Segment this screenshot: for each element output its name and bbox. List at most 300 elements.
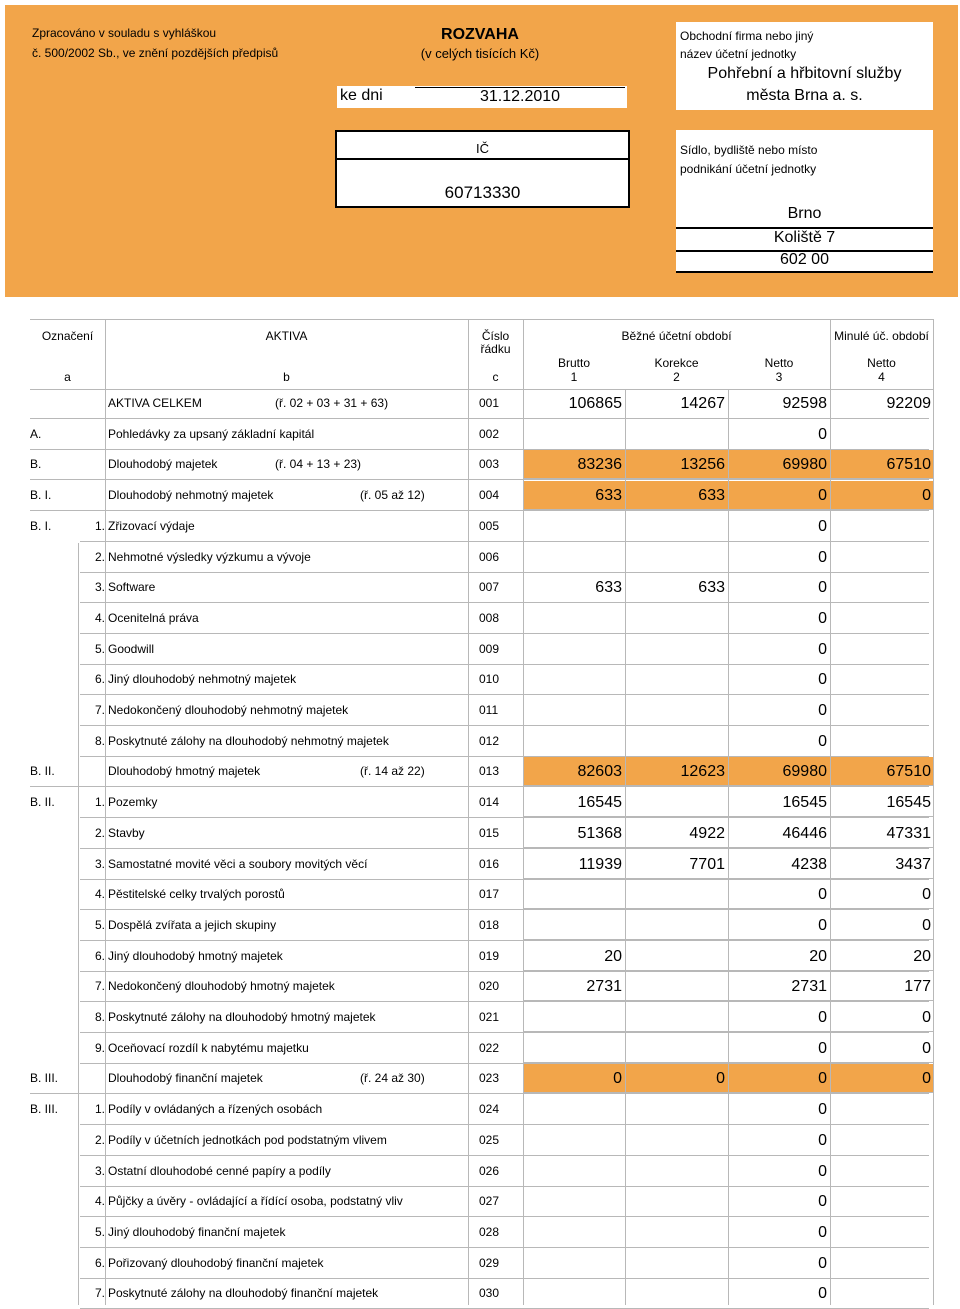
row-subnumber: 8. [94, 1010, 105, 1024]
row-subnumber [80, 389, 105, 418]
column-separator [625, 389, 626, 1305]
legal-note-line1: Zpracováno v souladu s vyhláškou [32, 26, 217, 40]
row-label: Pohledávky za upsaný základní kapitál [108, 426, 315, 441]
row-code: 021 [479, 1003, 524, 1033]
table-row [30, 850, 934, 880]
row-code: 015 [479, 819, 524, 849]
row-label: Poskytnuté zálohy na dlouhodobý finanční majetek [108, 1279, 348, 1309]
row-netto: 0 [728, 1003, 830, 1032]
row-korekce [625, 1279, 728, 1308]
row-brutto [523, 1279, 625, 1308]
row-brutto: 633 [523, 481, 625, 510]
table-row [30, 819, 934, 849]
row-prev-netto: 0 [830, 911, 934, 940]
row-mark [30, 972, 78, 1001]
row-label: Oceňovací rozdíl k nabytému majetku [108, 1034, 348, 1064]
row-korekce: 7701 [625, 850, 728, 879]
row-code: 028 [479, 1218, 524, 1248]
row-netto: 69980 [728, 450, 830, 479]
row-formula: (ř. 05 až 12) [360, 488, 425, 503]
row-label: Poskytnuté zálohy na dlouhodobý hmotný majetek [108, 1003, 348, 1033]
row-label: Nedokončený dlouhodobý nehmotný majetek [108, 696, 348, 726]
table-row [30, 1157, 934, 1187]
th-bezne-obdobi: Běžné účetní období [621, 329, 732, 343]
row-netto: 20 [728, 942, 830, 971]
th-cislo-line2: řádku [480, 342, 511, 356]
row-subnumber [80, 757, 105, 786]
row-label: Pozemky [108, 788, 348, 818]
row-label: Jiný dlouhodobý nehmotný majetek [108, 665, 348, 695]
row-subnumber [80, 1064, 105, 1093]
row-code: 005 [479, 512, 524, 542]
row-korekce [625, 911, 728, 940]
row-code: 023 [479, 1064, 524, 1094]
row-formula: (ř. 02 + 03 + 31 + 63) [275, 396, 389, 410]
row-code: 029 [479, 1249, 524, 1279]
row-netto: 0 [818, 1162, 827, 1180]
row-mark [30, 543, 78, 572]
seat-city: Brno [676, 205, 933, 229]
th-col-b: b [283, 370, 290, 384]
row-brutto: 633 [595, 579, 622, 597]
table-row [30, 1218, 934, 1248]
row-korekce [625, 543, 728, 572]
row-label: Dlouhodobý hmotný majetek [108, 764, 261, 779]
row-subnumber: 7. [94, 703, 105, 717]
row-brutto: 106865 [568, 395, 622, 412]
row-brutto [523, 512, 625, 541]
row-code: 030 [479, 1279, 524, 1309]
row-mark [30, 880, 78, 909]
row-netto: 0 [818, 1254, 827, 1272]
row-code: 011 [479, 696, 524, 726]
row-netto: 4238 [728, 850, 830, 879]
table-row [30, 512, 934, 542]
firm-label-line1: Obchodní firma nebo jiný [680, 29, 814, 43]
row-korekce [625, 1034, 728, 1063]
row-mark [30, 389, 78, 418]
row-brutto [523, 1218, 625, 1247]
legal-note-line2: č. 500/2002 Sb., ve znění pozdějších předpisů [32, 46, 279, 60]
ic-divider [337, 158, 628, 160]
row-netto: 0 [818, 548, 827, 566]
row-label: Dlouhodobý majetek [108, 457, 218, 472]
table-row [30, 788, 934, 818]
th-col-c: c [492, 370, 499, 384]
row-code: 022 [479, 1034, 524, 1064]
row-netto: 0 [728, 880, 830, 909]
row-brutto: 83236 [523, 450, 625, 479]
row-label: Ostatní dlouhodobé cenné papíry a podíly [108, 1157, 348, 1187]
row-prev-netto: 0 [830, 1003, 934, 1032]
row-brutto [523, 635, 625, 664]
row-code: 008 [479, 604, 524, 634]
th-netto-prev: Netto [867, 356, 896, 370]
row-brutto: 16545 [523, 788, 625, 817]
th-netto: Netto [764, 356, 794, 370]
date-value: 31.12.2010 [415, 87, 625, 106]
th-col-4: 4 [878, 370, 885, 384]
date-label: ke dni [340, 87, 383, 104]
th-aktiva: AKTIVA [265, 329, 308, 343]
row-brutto [523, 604, 625, 633]
row-brutto [523, 1034, 625, 1063]
row-netto: 0 [818, 1131, 827, 1149]
row-subnumber: 3. [94, 856, 105, 871]
table-row [30, 450, 934, 480]
table-row [30, 1064, 934, 1094]
row-netto: 0 [818, 1101, 827, 1119]
row-brutto [523, 665, 625, 694]
row-brutto [523, 1249, 625, 1278]
row-code: 012 [479, 727, 524, 757]
row-brutto [523, 1095, 625, 1124]
row-mark [30, 1126, 78, 1155]
row-brutto [523, 911, 625, 940]
row-mark [30, 819, 78, 848]
table-row [30, 1095, 934, 1125]
row-korekce [625, 942, 728, 971]
row-korekce [625, 1157, 728, 1186]
row-mark [30, 696, 78, 725]
row-mark: A. [30, 426, 42, 441]
row-mark: B. I. [30, 518, 52, 533]
row-code: 027 [479, 1187, 524, 1217]
row-korekce [625, 635, 728, 664]
row-korekce [625, 420, 728, 449]
th-brutto: Brutto [557, 356, 590, 370]
row-brutto: 82603 [523, 757, 625, 786]
table-row [30, 942, 934, 972]
row-code: 009 [479, 635, 524, 665]
table-row [30, 696, 934, 726]
row-code: 026 [479, 1157, 524, 1187]
row-korekce [625, 604, 728, 633]
row-code: 020 [479, 972, 524, 1002]
row-prev-netto [830, 1126, 934, 1155]
row-prev-netto [830, 1249, 934, 1278]
seat-label-line1: Sídlo, bydliště nebo místo [680, 143, 818, 157]
table-row [30, 1034, 934, 1064]
row-code: 010 [479, 665, 524, 695]
row-netto: 0 [818, 1285, 827, 1303]
column-separator [728, 389, 729, 1305]
row-subnumber: 1. [94, 518, 105, 533]
row-prev-netto: 0 [830, 880, 934, 909]
row-subnumber: 4. [94, 1194, 105, 1209]
row-korekce [625, 1249, 728, 1278]
row-mark [30, 1003, 78, 1032]
row-prev-netto [830, 727, 934, 756]
table-row [30, 880, 934, 910]
row-brutto [523, 880, 625, 909]
th-col-2: 2 [673, 370, 680, 384]
row-korekce: 13256 [625, 450, 728, 479]
row-mark [30, 1218, 78, 1247]
th-cislo-line1: Číslo [481, 329, 510, 343]
row-brutto [523, 727, 625, 756]
row-code: 003 [479, 450, 524, 480]
document-title: ROZVAHA [441, 26, 519, 43]
seat-zip: 602 00 [676, 251, 933, 273]
th-col-1: 1 [570, 370, 578, 384]
row-mark [30, 911, 78, 940]
table-row [30, 543, 934, 573]
row-mark: B. II. [30, 795, 55, 810]
row-mark [30, 1157, 78, 1186]
row-mark: B. II. [30, 764, 55, 779]
row-mark [30, 1249, 78, 1278]
row-code: 017 [479, 880, 524, 910]
row-subnumber: 5. [94, 1224, 105, 1239]
row-korekce [625, 512, 728, 541]
table-row [30, 604, 934, 634]
row-mark: B. I. [30, 488, 52, 503]
row-code: 024 [479, 1095, 524, 1125]
row-code: 013 [479, 757, 524, 787]
table-row [30, 1249, 934, 1279]
row-subnumber: 1. [94, 795, 105, 810]
table-row [30, 481, 934, 511]
row-subnumber: 1. [94, 1102, 105, 1117]
column-separator [105, 389, 106, 1305]
row-mark: B. [30, 457, 42, 472]
row-netto: 0 [728, 911, 830, 940]
row-korekce [625, 788, 728, 817]
column-separator [830, 389, 831, 1305]
row-prev-netto: 20 [830, 942, 934, 971]
row-prev-netto [830, 420, 934, 449]
row-brutto [523, 1187, 625, 1216]
row-subnumber: 6. [94, 948, 105, 963]
row-label: Goodwill [108, 635, 348, 665]
row-label: Stavby [108, 819, 348, 849]
row-label: Jiný dlouhodobý hmotný majetek [108, 942, 348, 972]
row-netto: 69980 [728, 757, 830, 786]
row-subnumber: 9. [94, 1040, 105, 1055]
seat-label-line2: podnikání účetní jednotky [680, 162, 817, 176]
row-brutto: 20 [523, 942, 625, 971]
row-subnumber: 2. [94, 825, 105, 840]
row-prev-netto [830, 604, 934, 633]
table-row [30, 1003, 934, 1033]
row-subnumber: 2. [94, 549, 105, 564]
row-prev-netto: 3437 [830, 850, 934, 879]
table-row [30, 665, 934, 695]
row-korekce [625, 1187, 728, 1216]
row-subnumber: 8. [94, 733, 105, 748]
row-mark [30, 942, 78, 971]
row-code: 025 [479, 1126, 524, 1156]
row-netto: 0 [818, 1223, 827, 1241]
row-prev-netto: 0 [830, 481, 934, 510]
row-netto: 0 [818, 702, 827, 719]
row-mark [30, 727, 78, 756]
row-mark [30, 604, 78, 633]
row-subnumber [80, 481, 105, 510]
row-brutto [523, 420, 625, 449]
row-label: Nedokončený dlouhodobý hmotný majetek [108, 972, 348, 1002]
th-oznaceni: Označení [41, 329, 94, 343]
row-prev-netto [830, 512, 934, 541]
column-separator [468, 389, 469, 1305]
row-subnumber: 3. [94, 1163, 105, 1178]
row-korekce [625, 880, 728, 909]
row-netto: 0 [818, 640, 827, 658]
document-subtitle: (v celých tisících Kč) [420, 46, 540, 61]
row-netto: 0 [728, 1034, 830, 1063]
row-label: Pěstitelské celky trvalých porostů [108, 880, 348, 910]
row-netto: 16545 [728, 788, 830, 817]
firm-name-line2: města Brna a. s. [746, 87, 863, 104]
row-brutto: 11939 [523, 850, 625, 879]
row-label: Nehmotné výsledky výzkumu a vývoje [108, 543, 348, 573]
indent-separator [78, 543, 79, 1306]
row-label: Poskytnuté zálohy na dlouhodobý nehmotný majetek [108, 727, 348, 757]
row-prev-netto: 67510 [830, 757, 934, 786]
table-row [30, 757, 934, 787]
row-mark: B. III. [30, 1102, 59, 1117]
row-mark: B. III. [30, 1071, 59, 1086]
table-row [30, 389, 934, 419]
row-korekce: 14267 [680, 395, 725, 412]
row-prev-netto: 0 [830, 1034, 934, 1063]
row-code: 004 [479, 481, 524, 511]
row-label: Podíly v ovládaných a řízených osobách [108, 1095, 348, 1125]
row-label: Dospělá zvířata a jejich skupiny [108, 911, 348, 941]
row-mark [30, 1279, 78, 1308]
row-prev-netto: 0 [830, 1064, 934, 1093]
row-korekce [625, 665, 728, 694]
ic-label: IČ [476, 141, 489, 156]
row-brutto [523, 543, 625, 572]
row-korekce [625, 1218, 728, 1247]
row-label: Dlouhodobý nehmotný majetek [108, 488, 274, 503]
row-subnumber: 4. [94, 610, 105, 625]
table-row [30, 727, 934, 757]
row-subnumber: 6. [94, 1255, 105, 1270]
row-korekce [625, 1126, 728, 1155]
row-label: Software [108, 573, 348, 603]
row-subnumber: 4. [94, 887, 105, 902]
row-prev-netto [830, 1218, 934, 1247]
row-mark [30, 665, 78, 694]
row-code: 018 [479, 911, 524, 941]
row-korekce [625, 727, 728, 756]
seat-street: Koliště 7 [676, 229, 933, 252]
row-label: Půjčky a úvěry - ovládající a řídící osoba, podstatný vliv [108, 1187, 348, 1217]
row-netto: 0 [728, 481, 830, 510]
row-prev-netto: 16545 [830, 788, 934, 817]
row-subnumber: 5. [94, 641, 105, 656]
row-prev-netto [830, 696, 934, 725]
table-row [30, 911, 934, 941]
row-label: Dlouhodobý finanční majetek [108, 1071, 263, 1086]
table-row [30, 1187, 934, 1217]
table-row [30, 1279, 934, 1309]
row-korekce [625, 972, 728, 1001]
row-label: AKTIVA CELKEM [108, 389, 348, 419]
row-label: Jiný dlouhodobý finanční majetek [108, 1218, 348, 1248]
row-brutto: 51368 [523, 819, 625, 848]
table-row [30, 1126, 934, 1156]
row-prev-netto [830, 1187, 934, 1216]
row-korekce: 0 [625, 1064, 728, 1093]
th-col-a: a [64, 370, 71, 384]
row-netto: 0 [818, 609, 827, 627]
row-netto: 0 [818, 579, 827, 597]
table-row [30, 972, 934, 1002]
table-row [30, 420, 934, 450]
row-netto: 0 [818, 1193, 827, 1211]
row-netto: 92598 [782, 395, 827, 412]
row-label: Podíly v účetních jednotkách pod podstatným vlivem [108, 1126, 348, 1156]
row-code: 006 [479, 543, 524, 573]
row-code: 016 [479, 850, 524, 880]
row-mark [30, 1034, 78, 1063]
row-netto: 46446 [728, 819, 830, 848]
row-prev-netto: 67510 [830, 450, 934, 479]
column-separator [523, 389, 524, 1305]
row-label: Ocenitelná práva [108, 604, 348, 634]
row-prev-netto: 92209 [886, 395, 931, 412]
row-subnumber: 3. [94, 580, 105, 595]
row-korekce: 12623 [625, 757, 728, 786]
row-label: Pořizovaný dlouhodobý finanční majetek [108, 1249, 348, 1279]
row-formula: (ř. 04 + 13 + 23) [275, 457, 362, 472]
row-brutto: 2731 [523, 972, 625, 1001]
row-prev-netto [830, 1095, 934, 1124]
row-netto: 0 [818, 517, 827, 535]
firm-label-line2: název účetní jednotky [680, 47, 797, 61]
row-korekce [625, 1003, 728, 1032]
row-netto: 0 [818, 732, 827, 750]
row-code: 007 [479, 573, 524, 603]
row-code: 019 [479, 942, 524, 972]
row-netto: 0 [728, 1064, 830, 1093]
ic-value: 60713330 [444, 183, 521, 202]
row-subnumber [80, 420, 105, 449]
row-label: Samostatné movité věci a soubory movitých věcí [108, 850, 348, 880]
row-subnumber: 2. [94, 1132, 105, 1147]
row-formula: (ř. 14 až 22) [360, 764, 425, 779]
row-prev-netto [830, 665, 934, 694]
row-prev-netto [830, 1279, 934, 1308]
th-korekce: Korekce [654, 356, 699, 370]
row-mark [30, 573, 78, 602]
row-prev-netto [830, 573, 934, 602]
row-netto: 0 [818, 425, 827, 443]
row-mark [30, 1187, 78, 1216]
row-korekce [625, 1095, 728, 1124]
row-brutto: 0 [523, 1064, 625, 1093]
row-prev-netto: 47331 [830, 819, 934, 848]
row-korekce: 633 [625, 481, 728, 510]
row-subnumber: 5. [94, 917, 105, 932]
row-label: Zřizovací výdaje [108, 512, 348, 542]
row-netto: 2731 [728, 972, 830, 1001]
row-korekce: 4922 [625, 819, 728, 848]
th-minule-obdobi: Minulé úč. období [834, 329, 929, 343]
row-brutto [523, 696, 625, 725]
row-prev-netto [830, 543, 934, 572]
row-korekce [625, 696, 728, 725]
row-mark [30, 850, 78, 879]
table-row [30, 573, 934, 603]
row-prev-netto [830, 635, 934, 664]
th-col-3: 3 [775, 370, 783, 384]
row-korekce: 633 [698, 579, 725, 597]
